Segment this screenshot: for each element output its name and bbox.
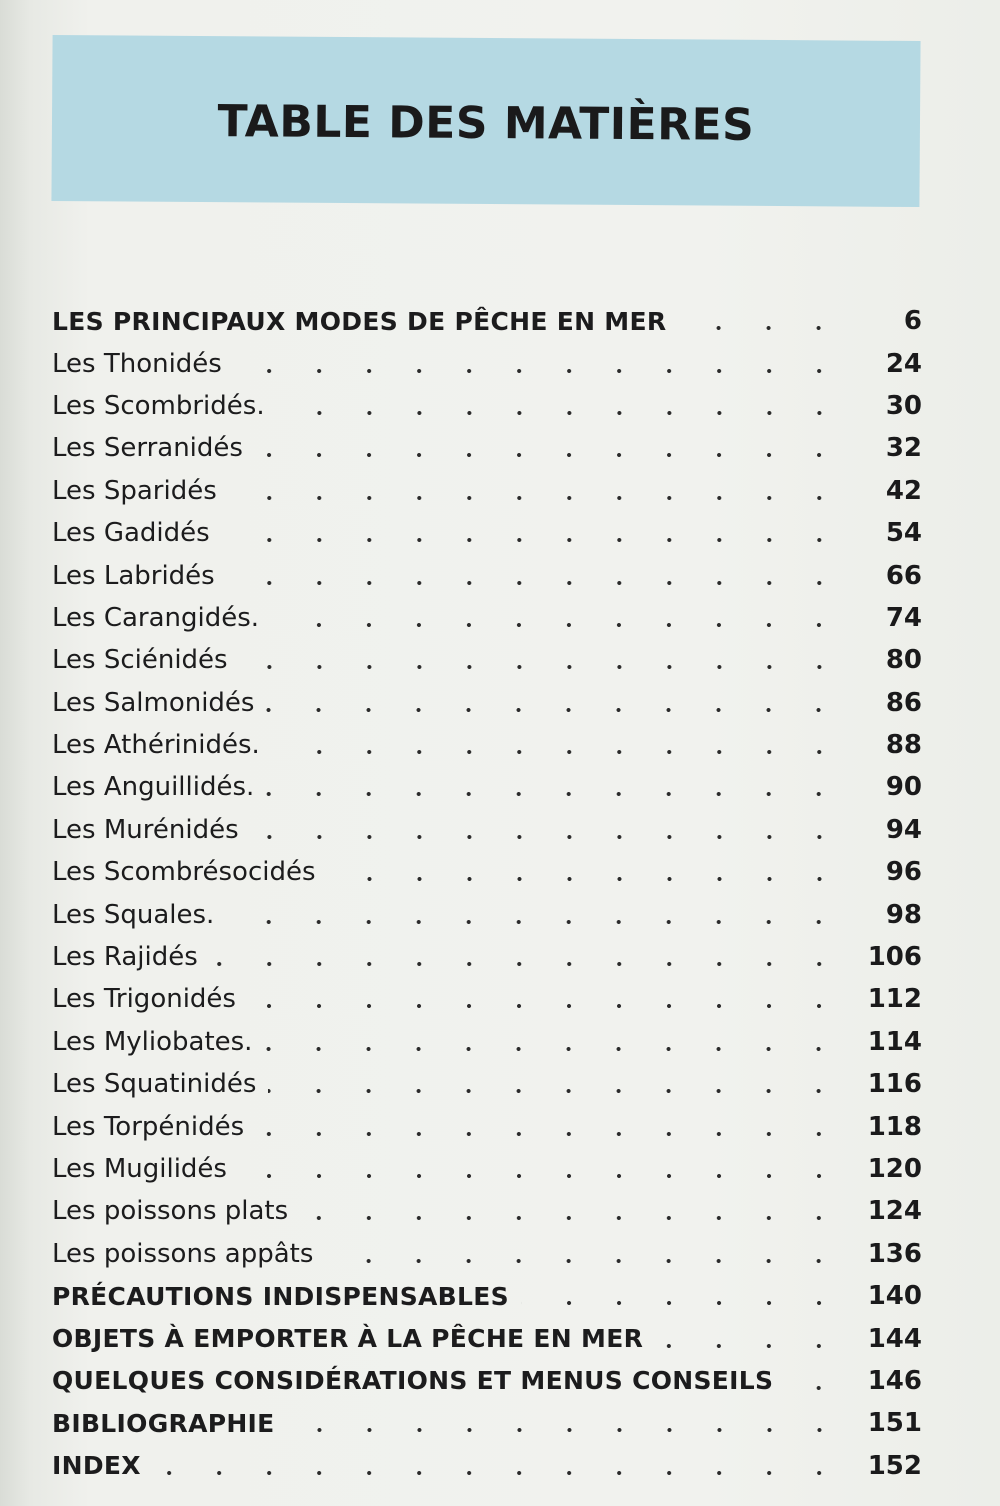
toc-entry-label: Les Mugilidés [52,1154,227,1184]
toc-page-number: 86 [885,687,922,718]
toc-page-number: 136 [867,1238,922,1269]
toc-entry-label: Les Squatinidés [52,1069,257,1100]
dot-leader [521,1301,844,1305]
toc-entry-row [52,1190,922,1232]
dot-leader [271,623,844,627]
toc-page-number: 32 [885,433,922,464]
toc-entry-label: Les Scombridés. [52,390,265,421]
toc-entry-label: Les Gadidés [52,518,210,549]
toc-page-number: 118 [867,1111,922,1142]
toc-entry-row [52,1021,922,1063]
toc-entry-label: Les Thonidés [52,348,222,379]
toc-page-number: 42 [885,475,922,506]
toc-entry-row [52,554,922,596]
dot-leader [234,369,844,373]
toc-entry-label: Les Sparidés [52,475,217,506]
toc-entry-row [52,893,922,935]
dot-leader [328,877,844,881]
toc-section-row [52,1402,922,1444]
toc-entry-label: Les Trigonidés [52,984,236,1015]
dot-leader [227,581,844,585]
toc-page-number: 96 [885,857,922,888]
toc-page-number: 90 [885,772,922,803]
toc-entry-row [52,385,922,427]
dot-leader [256,1132,844,1136]
dot-leader [226,920,844,924]
toc-section-row [52,300,922,342]
dot-leader [785,1386,844,1390]
toc-entry-row [52,724,922,766]
toc-page-number: 144 [867,1323,922,1354]
toc-section-row [52,1317,922,1359]
toc-entry-row [52,766,922,808]
toc-entry-label: Les Squales. [52,899,215,930]
dot-leader [266,792,844,796]
toc-entry-row [52,597,922,639]
toc-page-number: 74 [885,602,922,633]
toc-entry-row [52,978,922,1020]
dot-leader [210,962,844,966]
toc-entry-label: Les Carangidés. [52,602,260,633]
dot-leader [239,1174,844,1178]
toc-entry-row [52,427,922,469]
toc-section-row [52,1275,922,1317]
dot-leader [222,538,844,542]
toc-entry-row [52,682,922,724]
dot-leader [655,1344,844,1348]
dot-leader [266,708,844,712]
toc-page-number: 114 [867,1026,922,1057]
dot-leader [325,1259,844,1263]
toc-entry-label: Les Sciénidés [52,645,228,676]
title-band [51,35,920,207]
toc-page-number: 116 [867,1069,922,1100]
dot-leader [264,1047,844,1051]
toc-entry-label: Les Athérinidés. [52,730,260,761]
toc-entry-label: PRÉCAUTIONS INDISPENSABLES [52,1281,509,1311]
dot-leader [287,1428,844,1432]
toc-page-number: 112 [867,984,922,1015]
toc-entry-label: Les Torpénidés [52,1111,245,1142]
dot-leader [678,326,844,330]
toc-entry-row [52,342,922,384]
dot-leader [255,453,844,457]
dot-leader [248,1004,844,1008]
toc-page-number: 80 [885,645,922,676]
toc-page-number: 88 [885,730,922,761]
toc-entry-label: Les Myliobates. [52,1026,253,1057]
toc-page-number: 120 [867,1154,922,1184]
toc-page-number: 152 [867,1450,922,1481]
toc-entry-row [52,936,922,978]
dot-leader [240,665,844,669]
toc-page-number: 24 [885,348,922,379]
toc-page-number: 6 [903,306,922,337]
dot-leader [251,835,844,839]
toc-entry-row [52,639,922,681]
toc-page-number: 140 [867,1281,922,1312]
toc-entry-label: Les Anguillidés. [52,772,255,803]
toc-page-number: 146 [867,1365,922,1396]
toc-page-number: 30 [885,390,922,421]
toc-page-number: 106 [867,942,922,973]
toc-page-number: 124 [867,1196,922,1227]
toc-entry-row [52,470,922,512]
toc-section-row [52,1360,922,1402]
toc-entry-label: Les Serranidés [52,433,243,464]
toc-entry-row [52,1233,922,1275]
toc-entry-row [52,1063,922,1105]
table-of-contents [52,300,922,1487]
toc-entry-label: Les Rajidés [52,942,198,973]
toc-page-number: 98 [885,899,922,930]
dot-leader [229,496,844,500]
toc-entry-label: LES PRINCIPAUX MODES DE PÊCHE EN MER [52,306,667,336]
toc-entry-row [52,1105,922,1147]
toc-entry-row [52,512,922,554]
toc-entry-row [52,809,922,851]
toc-page-number: 54 [885,518,922,549]
toc-entry-label: INDEX [52,1451,141,1481]
toc-entry-label: Les Scombrésocidés [52,857,316,888]
toc-entry-label: Les Salmonidés [52,687,255,718]
dot-leader [272,750,844,754]
toc-page-number: 151 [867,1408,922,1439]
dot-leader [277,411,844,415]
toc-entry-label: Les Labridés [52,560,215,591]
toc-section-row [52,1445,922,1487]
toc-entry-label: OBJETS À EMPORTER À LA PÊCHE EN MER [52,1324,644,1354]
dot-leader [300,1216,844,1220]
toc-entry-label: Les poissons plats [52,1196,289,1227]
toc-entry-label: Les poissons appâts [52,1238,314,1269]
dot-leader [268,1089,844,1093]
toc-entry-label: Les Murénidés [52,814,239,845]
toc-entry-label: BIBLIOGRAPHIE [52,1408,275,1438]
toc-page-number: 94 [885,814,922,845]
toc-page-number: 66 [885,560,922,591]
toc-entry-row [52,1148,922,1190]
toc-entry-row [52,851,922,893]
page-title: TABLE DES MATIÈRES [217,95,755,151]
toc-entry-label: QUELQUES CONSIDÉRATIONS ET MENUS CONSEILS [52,1366,774,1396]
dot-leader [153,1471,844,1475]
